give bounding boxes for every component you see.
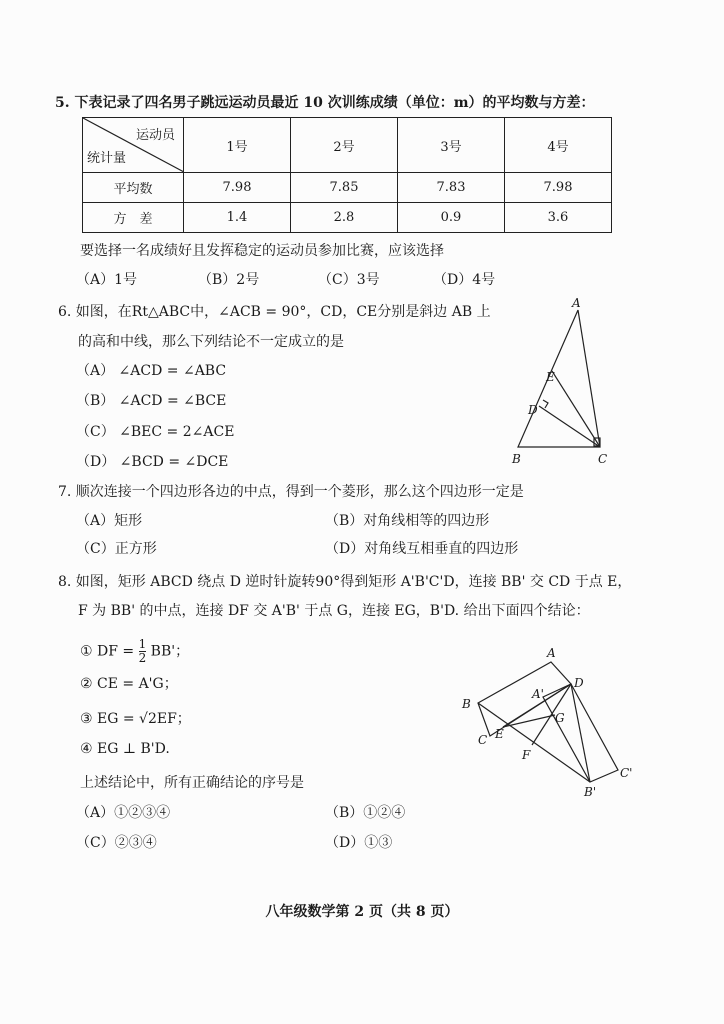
header-cell: 3号 [398,118,505,173]
cell: 7.98 [505,173,612,203]
label-b: B [462,697,471,711]
header-cell: 4号 [505,118,612,173]
q8-stem-line2: F 为 BB' 的中点，连接 DF 交 A'B' 于点 G，连接 EG，B'D. 给出下面四个结论： [78,603,590,619]
q7-option-b: （B）对角线相等的四边形 [325,513,490,529]
label-c: C [598,452,608,466]
q6-option-d: （D） ∠BCD = ∠DCE [76,454,229,470]
q8-option-c: （C）②③④ [76,835,157,851]
q7-stem: 7. 顺次连接一个四边形各边的中点，得到一个菱形，那么这个四边形一定是 [58,484,524,500]
denominator: 2 [138,651,147,665]
q8-conclusion-2: ② CE = A'G； [80,676,178,692]
q7-option-a: （A）矩形 [76,513,143,529]
q8-question: 上述结论中，所有正确结论的序号是 [80,775,304,791]
q8-option-d: （D）①③ [325,835,393,851]
cell: 0.9 [398,203,505,233]
q7-option-c: （C）正方形 [76,541,157,557]
q5-table [82,117,612,233]
q8-option-a: （A）①②③④ [76,805,171,821]
label-b: B [512,452,521,466]
corner-bottom: 统计量 [87,151,127,166]
table-row [83,203,612,233]
q8-conclusion-4: ④ EG ⊥ B'D. [80,741,170,757]
q6-option-c: （C） ∠BEC = 2∠ACE [76,424,235,440]
label-g: G [555,711,565,725]
q8-conclusion-3: ③ EG = √2EF； [80,711,191,727]
q6-stem-line1: 6. 如图，在Rt△ABC中，∠ACB = 90°，CD，CE分别是斜边 AB 上 [58,304,491,320]
label-c-prime: C' [620,766,633,780]
q6-option-b: （B） ∠ACD = ∠BCE [76,393,227,409]
label-a: A [572,296,581,310]
row-label: 方 差 [83,203,184,233]
cell: 7.85 [291,173,398,203]
numerator: 1 [138,637,147,651]
q5-question: 要选择一名成绩好且发挥稳定的运动员参加比赛，应该选择 [80,243,444,259]
label-d: D [574,676,584,690]
fraction [139,638,147,665]
row-label: 平均数 [83,173,184,203]
c1-suffix: BB'； [150,643,190,660]
c1-prefix: ① DF = [80,643,135,660]
q8-option-b: （B）①②④ [325,805,406,821]
label-e: E [495,727,504,741]
q5-option-b: （B）2号 [198,272,260,288]
cell: 2.8 [291,203,398,233]
table-row [83,173,612,203]
label-a-prime: A' [532,687,544,701]
label-f: F [522,748,531,762]
label-e: E [546,370,555,384]
label-d: D [528,403,538,417]
cell: 7.98 [184,173,291,203]
q5-option-d: （D）4号 [433,272,496,288]
page-footer: 八年级数学第 2 页（共 8 页） [265,904,459,920]
header-cell: 1号 [184,118,291,173]
cell: 7.83 [398,173,505,203]
q7-option-d: （D）对角线互相垂直的四边形 [325,541,519,557]
q6-stem-line2: 的高和中线，那么下列结论不一定成立的是 [78,334,344,350]
cell: 1.4 [184,203,291,233]
q8-stem-line1: 8. 如图，矩形 ABCD 绕点 D 逆时针旋转90°得到矩形 A'B'C'D，连接 BB' 交 CD 于点 E， [58,574,632,590]
label-c: C [478,733,488,747]
table-corner-cell [83,118,184,173]
q6-triangle-figure [500,295,630,470]
header-cell: 2号 [291,118,398,173]
label-b-prime: B' [584,785,597,799]
label-a: A [547,646,556,660]
cell: 3.6 [505,203,612,233]
q8-rectangle-figure [450,640,650,800]
q5-stem: 5. 下表记录了四名男子跳远运动员最近 10 次训练成绩（单位：m）的平均数与方差： [55,95,595,111]
q5-option-a: （A）1号 [76,272,138,288]
corner-top: 运动员 [135,128,175,143]
q8-conclusion-1 [80,638,189,665]
q6-option-a: （A） ∠ACD = ∠ABC [76,363,227,379]
q5-option-c: （C）3号 [318,272,380,288]
